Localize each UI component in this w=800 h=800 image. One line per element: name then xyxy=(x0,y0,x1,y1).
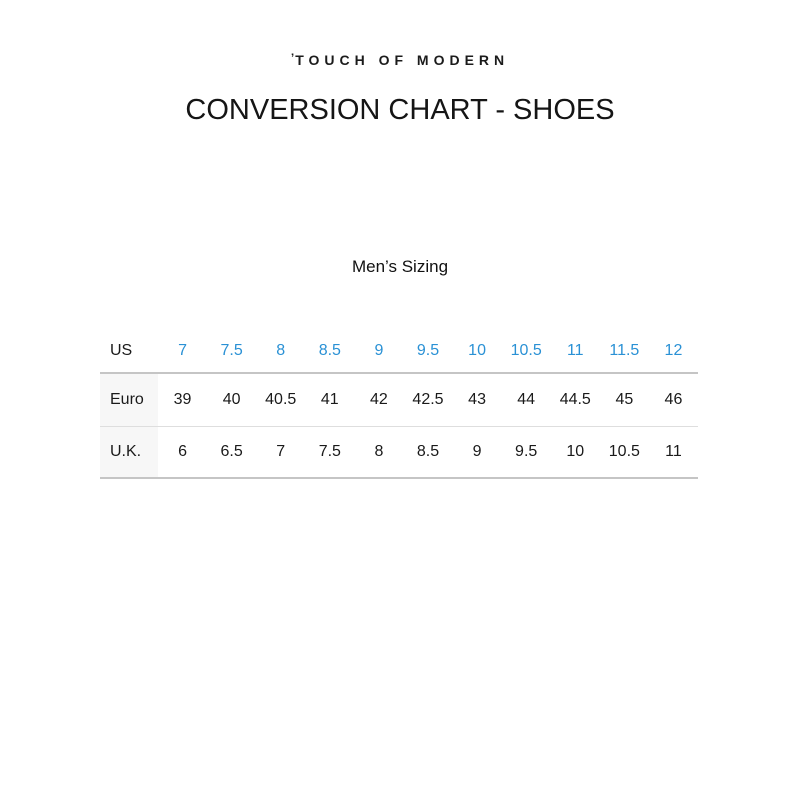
size-cell: 7.5 xyxy=(220,342,243,359)
size-cell: 43 xyxy=(468,391,486,408)
size-cell: 40 xyxy=(222,391,241,408)
size-cell: 8 xyxy=(374,443,384,460)
size-cell: 7 xyxy=(178,342,187,359)
size-cell: 8.5 xyxy=(416,443,440,460)
brand-logo xyxy=(0,52,800,68)
size-cell: 8 xyxy=(276,342,286,359)
row-label-us: US xyxy=(110,342,133,359)
logo-tick-icon: ʼ xyxy=(290,51,295,65)
size-cell: 46 xyxy=(664,391,683,408)
page-title: CONVERSION CHART - SHOES xyxy=(185,94,615,126)
size-cell: 10 xyxy=(468,342,486,359)
size-cell: 11 xyxy=(665,443,682,460)
section-title: Men’s Sizing xyxy=(351,257,449,276)
size-cell: 10 xyxy=(566,443,585,460)
table-row-us xyxy=(100,330,698,374)
size-cell: 6 xyxy=(178,443,187,460)
size-cell: 42 xyxy=(370,391,388,408)
row-label-euro: Euro xyxy=(100,374,158,426)
size-cell: 42.5 xyxy=(412,391,444,408)
size-cell: 44 xyxy=(517,391,536,408)
size-cell: 9.5 xyxy=(515,443,538,460)
size-cell: 8.5 xyxy=(318,342,341,359)
size-cell: 10.5 xyxy=(608,443,640,460)
size-cell: 6.5 xyxy=(220,443,243,460)
size-cell: 10.5 xyxy=(510,342,542,359)
table-row-uk xyxy=(100,427,698,479)
size-cell: 45 xyxy=(615,391,634,408)
size-cell: 9.5 xyxy=(416,342,440,359)
size-cell: 9 xyxy=(472,443,482,460)
size-cell: 11.5 xyxy=(609,342,640,359)
row-label-uk: U.K. xyxy=(100,427,158,477)
table-row-euro xyxy=(100,374,698,427)
size-cell: 41 xyxy=(320,391,339,408)
size-cell: 7.5 xyxy=(318,443,341,460)
size-cell: 12 xyxy=(664,342,683,359)
size-cell: 7 xyxy=(276,443,286,460)
size-cell: 44.5 xyxy=(559,391,591,408)
size-cell: 40.5 xyxy=(265,391,297,408)
size-cell: 9 xyxy=(374,342,384,359)
brand-name: TOUCH OF MODERN xyxy=(295,52,510,68)
size-conversion-table xyxy=(100,330,698,479)
size-cell: 39 xyxy=(173,391,192,408)
size-cell: 11 xyxy=(566,342,584,359)
